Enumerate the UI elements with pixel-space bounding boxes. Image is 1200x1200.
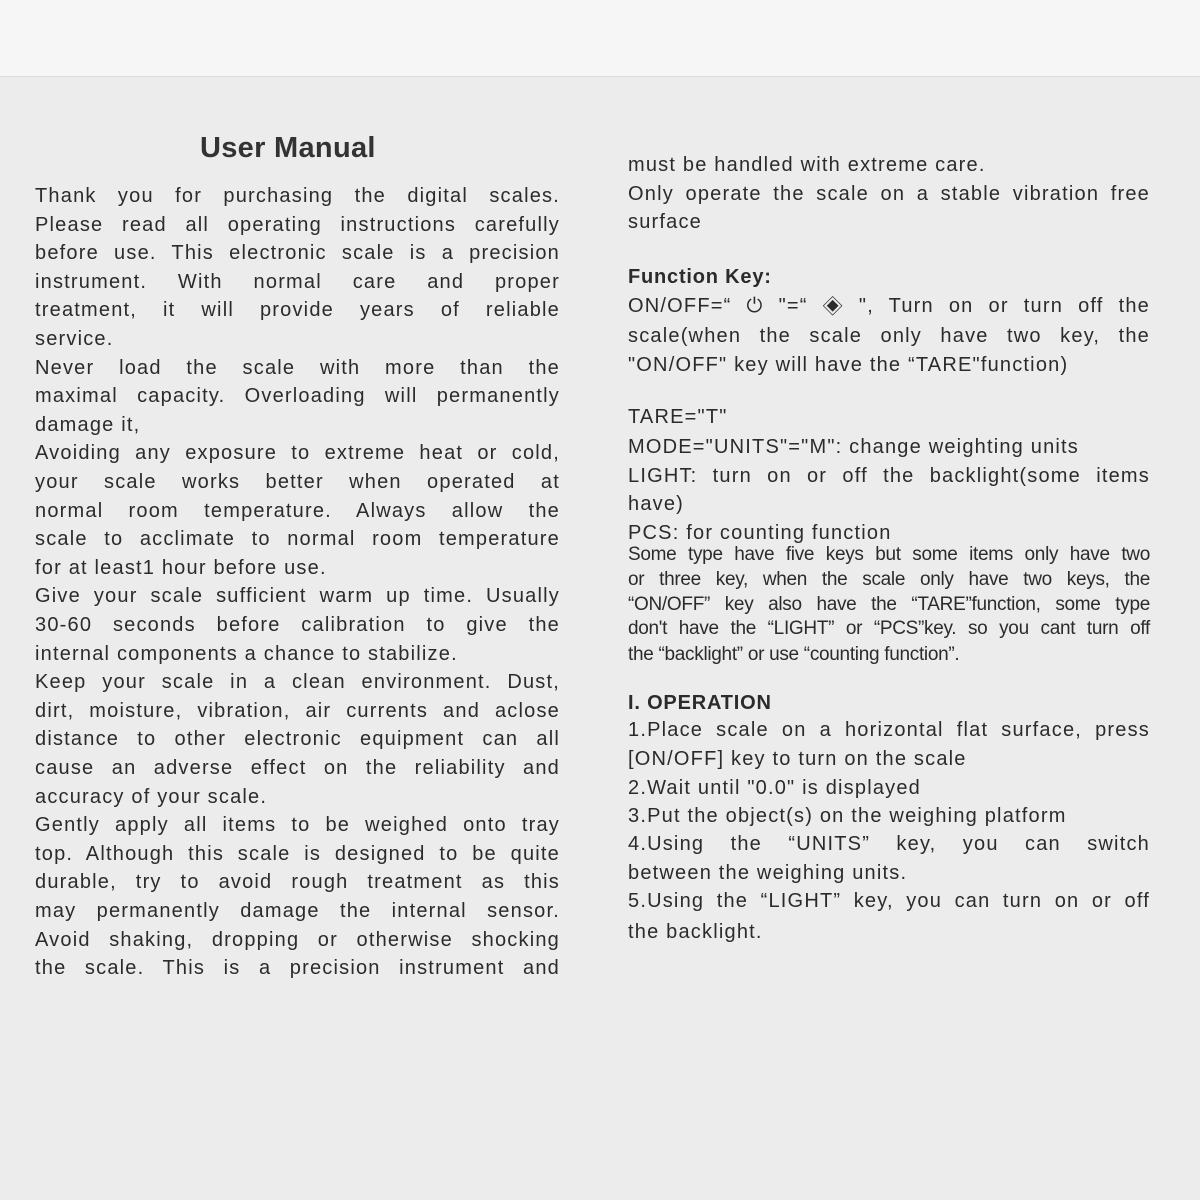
text-line: 1.Place scale on a horizontal flat surface, press xyxy=(628,719,1150,741)
text-line: ON/OFF=“ ⏻ "=“ ◈ ", Turn on or turn off the xyxy=(628,295,1150,317)
text-line: Avoid shaking, dropping or otherwise shocking xyxy=(35,928,560,951)
text-line: [ON/OFF] key to turn on the scale xyxy=(628,748,967,770)
text-line: damage it, xyxy=(35,413,141,436)
text-line: between the weighing units. xyxy=(628,862,908,884)
page-edge xyxy=(0,0,1200,77)
section-heading: I. OPERATION xyxy=(628,692,772,714)
text-line: 4.Using the “UNITS” key, you can switch xyxy=(628,833,1150,855)
text-line: service. xyxy=(35,328,114,350)
text-line: PCS: for counting function xyxy=(628,522,892,544)
text-line: Give your scale sufficient warm up time. Usually xyxy=(35,585,560,608)
text-line: 30-60 seconds before calibration to give the xyxy=(35,614,560,636)
text-line: 3.Put the object(s) on the weighing platform xyxy=(628,805,1067,827)
page-title: User Manual xyxy=(200,132,376,164)
text-line: have) xyxy=(628,493,685,515)
text-line: the scale. This is a precision instrument and xyxy=(35,957,560,980)
text-line: accuracy of your scale. xyxy=(35,785,268,808)
text-line: TARE="T" xyxy=(628,406,728,428)
text-line: distance to other electronic equipment can all xyxy=(35,728,560,751)
text-line: surface xyxy=(628,211,702,233)
text-line: normal room temperature. Always allow the xyxy=(35,499,560,522)
text-line: durable, try to avoid rough treatment as this xyxy=(35,871,560,894)
text-line: don't have the “LIGHT” or “PCS”key. so you cant turn off xyxy=(628,618,1150,639)
text-line: “ON/OFF” key also have the “TARE”function, some type xyxy=(628,594,1150,615)
text-line: top. Although this scale is designed to be quite xyxy=(35,842,560,865)
text-line: scale(when the scale only have two key, the xyxy=(628,325,1150,347)
text-line: must be handled with extreme care. xyxy=(628,154,986,176)
text-line: your scale works better when operated at xyxy=(35,471,560,493)
text-line: Never load the scale with more than the xyxy=(35,356,560,379)
text-line: maximal capacity. Overloading will permanently xyxy=(35,385,560,408)
text-line: LIGHT: turn on or off the backlight(some items xyxy=(628,465,1150,487)
text-line: internal components a chance to stabilize. xyxy=(35,642,458,665)
text-line: for at least1 hour before use. xyxy=(35,556,327,579)
text-line: "ON/OFF" key will have the “TARE"function) xyxy=(628,354,1069,376)
text-line: before use. This electronic scale is a precision xyxy=(35,242,560,265)
text-line: MODE="UNITS"="M": change weighting units xyxy=(628,436,1080,458)
text-line: treatment, it will provide years of reliable xyxy=(35,299,560,322)
text-line: Avoiding any exposure to extreme heat or cold, xyxy=(35,442,560,465)
text-line: Please read all operating instructions carefully xyxy=(35,213,560,236)
text-line: scale to acclimate to normal room temperature xyxy=(35,528,560,551)
text-line: the “backlight” or use “counting function”. xyxy=(628,644,960,665)
section-heading: Function Key: xyxy=(628,266,772,288)
text-line: Some type have five keys but some items only have two xyxy=(628,544,1150,565)
text-line: instrument. With normal care and proper xyxy=(35,270,560,293)
text-line: dirt, moisture, vibration, air currents and aclose xyxy=(35,699,560,722)
text-line: Gently apply all items to be weighed onto tray xyxy=(35,814,560,837)
text-line: 5.Using the “LIGHT” key, you can turn on or off xyxy=(628,890,1150,912)
text-line: cause an adverse effect on the reliability and xyxy=(35,757,560,779)
text-line: Keep your scale in a clean environment. Dust, xyxy=(35,671,560,694)
text-line: Only operate the scale on a stable vibration free xyxy=(628,183,1150,205)
text-line: the backlight. xyxy=(628,921,763,943)
text-line: 2.Wait until "0.0" is displayed xyxy=(628,777,922,799)
text-line: may permanently damage the internal sensor. xyxy=(35,900,560,922)
text-line: Thank you for purchasing the digital scales. xyxy=(35,185,560,207)
text-line: or three key, when the scale only have two keys, the xyxy=(628,569,1150,590)
